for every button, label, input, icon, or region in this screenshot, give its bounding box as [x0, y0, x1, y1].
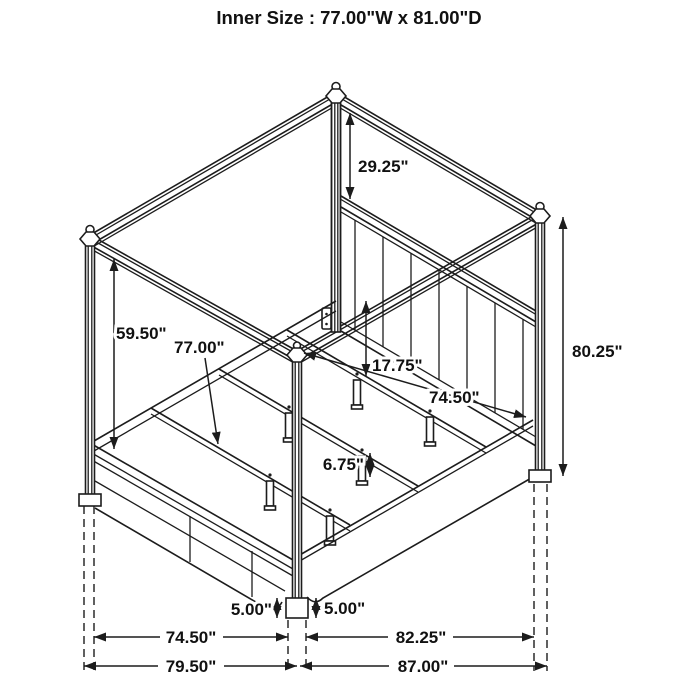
projection-lines — [84, 484, 547, 671]
right-post-foot — [529, 470, 551, 482]
headboard — [341, 196, 536, 446]
dimension-80-25 — [563, 217, 623, 476]
dim-label-82-25: 82.25" — [395, 628, 447, 647]
dim-label-6-75: 6.75" — [322, 455, 364, 474]
page-title: Inner Size : 77.00"W x 81.00"D — [216, 7, 482, 28]
dim-label-77-00: 77.00" — [174, 338, 225, 357]
dim-label-79-50: 79.50" — [165, 657, 217, 676]
dimension-17-75 — [366, 301, 423, 376]
left-post — [79, 246, 101, 506]
dimension-29-25 — [350, 113, 409, 199]
dim-label-74-50-diagonal: 74.50" — [429, 388, 480, 407]
near-side-rail — [302, 420, 534, 602]
canopy-corner-caps — [80, 83, 550, 363]
dim-label-74-50-bottom: 74.50" — [165, 628, 217, 647]
back-post — [322, 100, 341, 332]
mattress-slats — [151, 330, 486, 545]
dim-label-59-50: 59.50" — [116, 324, 167, 343]
dim-label-29-25: 29.25" — [358, 157, 409, 176]
left-post-foot — [79, 494, 101, 506]
dim-label-87-00: 87.00" — [397, 657, 449, 676]
dim-label-17-75: 17.75" — [372, 356, 423, 375]
dimension-6-75 — [323, 453, 370, 477]
dim-label-5-00-right: 5.00" — [324, 599, 366, 618]
dim-label-80-25: 80.25" — [572, 342, 623, 361]
dimension-87-00 — [300, 657, 547, 676]
dimension-5-00-left — [231, 598, 277, 619]
dimension-79-50 — [84, 657, 297, 676]
dimension-74-50-bottom — [94, 628, 288, 647]
dimension-5-00-right — [316, 598, 365, 618]
front-post-foot — [286, 598, 308, 618]
footboard — [90, 443, 293, 610]
dim-label-5-00-left: 5.00" — [230, 600, 272, 619]
dimension-82-25 — [306, 628, 534, 647]
